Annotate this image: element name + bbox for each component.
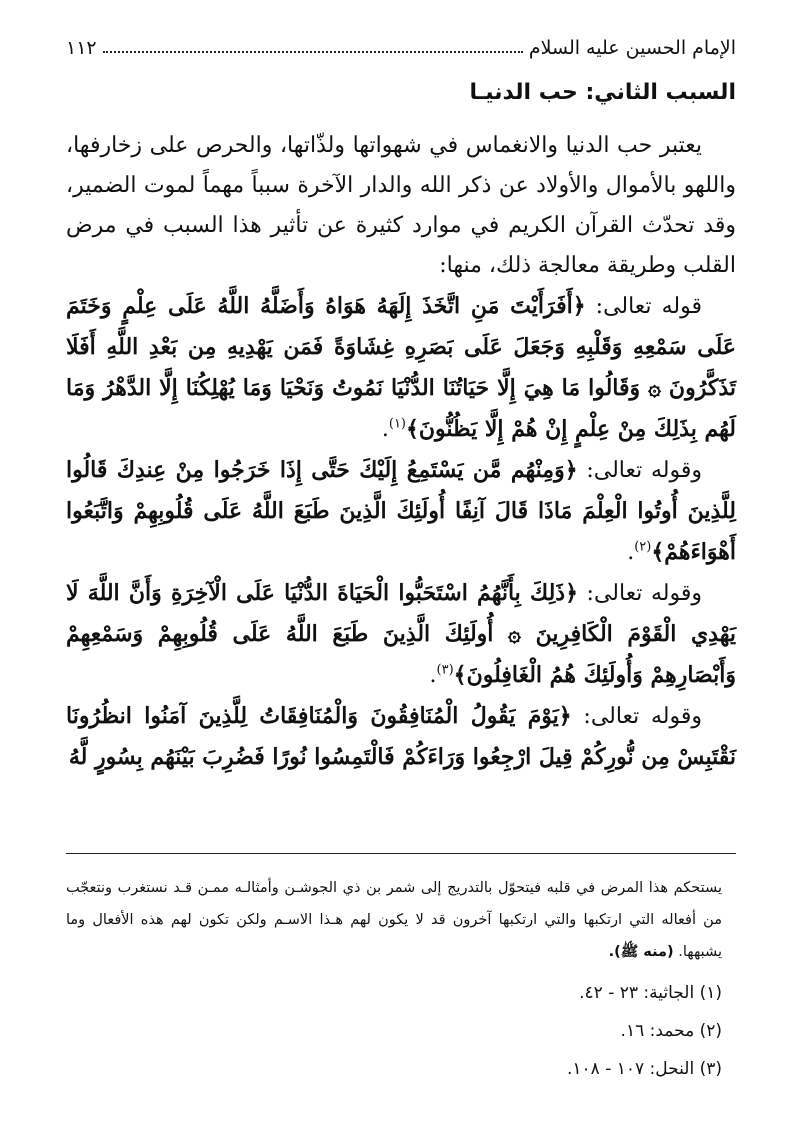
running-header [66,28,736,58]
footnote-marker: (٢) [634,539,652,555]
quote-tail: . [381,417,389,442]
quote-lead: قوله تعالى: [585,294,702,319]
quote-paragraph [66,696,736,778]
quote-tail: . [429,663,437,688]
section-heading: السبب الثاني: حب الدنيـا [469,80,736,105]
quote-lead: وقوله تعالى: [571,704,702,729]
running-header-title: الإمام الحسين عليه السلام [528,37,736,59]
footnote-marker: (٣) [436,662,454,678]
header-dot-leader [103,51,523,53]
footnote-item: (٢) محمد: ١٦. [620,1021,722,1041]
footnote-marker: (١) [388,416,406,432]
quote-lead: وقوله تعالى: [577,458,702,483]
quran-verse: ﴿ذَلِكَ بِأَنَّهُمُ اسْتَحَبُّوا الْحَيَاةَ الدُّنْيَا عَلَى الْآخِرَةِ وَأَنَّ اللَّهَ لَا يَهْدِي الْقَوْمَ الْكَافِرِينَ ۞ أُولَئِكَ الَّذِينَ طَبَعَ اللَّهُ عَلَى قُلُوبِهِمْ وَسَمْعِهِمْ وَأَبْصَارِهِمْ وَأُولَئِكَ هُمُ الْغَافِلُونَ﴾ [66,580,736,688]
footnote-continuation-text: يستحكم هذا المرض في قلبه فيتحوّل بالتدريج إلى شمر بن ذي الجوشـن وأمثالـه ممـن قـد نستغرب ونتعجّب من أفعاله التي ارتكبها والتي ارتكبها آخرون قد لا يكون لهم هـذا الاسـم ولكن تكون لهم هذه الأفعال وما يشبهها. [66,880,722,960]
footnote-continuation [66,872,736,968]
footnote-source: (منه ﷺ). [608,944,674,960]
body-text [66,126,736,778]
quote-lead: وقوله تعالى: [577,581,702,606]
footnote-list [66,974,736,1088]
footnotes-area [66,853,736,1088]
quote-paragraph [66,573,736,696]
paragraph-text: يعتبر حب الدنيا والانغماس في شهواتها ولذّاتها، والحرص على زخارفها، واللهو بالأموال والأولاد عن ذكر الله والدار الآخرة سبباً مهماً لموت الضمير، وقد تحدّث القرآن الكريم في موارد كثيرة عن تأثير هذا السبب في مرض القلب وطريقة معالجة ذلك، منها: [66,133,736,278]
quote-tail: . [627,540,635,565]
quote-paragraph [66,286,736,450]
footnote-item: (١) الجاثية: ٢٣ - ٤٢. [579,983,722,1003]
quran-verse: ﴿أَفَرَأَيْتَ مَنِ اتَّخَذَ إِلَهَهُ هَوَاهُ وَأَضَلَّهُ اللَّهُ عَلَى عِلْمٍ وَخَتَمَ عَلَى سَمْعِهِ وَقَلْبِهِ وَجَعَلَ عَلَى بَصَرِهِ غِشَاوَةً فَمَن يَهْدِيهِ مِن بَعْدِ اللَّهِ أَفَلَا تَذَكَّرُونَ ۞ وَقَالُوا مَا هِيَ إِلَّا حَيَاتُنَا الدُّنْيَا نَمُوتُ وَنَحْيَا وَمَا يُهْلِكُنَا إِلَّا الدَّهْرُ وَمَا لَهُم بِذَلِكَ مِنْ عِلْمٍ إِنْ هُمْ إِلَّا يَظُنُّونَ﴾ [66,293,736,442]
intro-paragraph [66,126,736,286]
footnote-divider [66,853,736,854]
quran-verse: ﴿وَمِنْهُم مَّن يَسْتَمِعُ إِلَيْكَ حَتَّى إِذَا خَرَجُوا مِنْ عِندِكَ قَالُوا لِلَّذِينَ أُوتُوا الْعِلْمَ مَاذَا قَالَ آنِفًا أُولَئِكَ الَّذِينَ طَبَعَ اللَّهُ عَلَى قُلُوبِهِمْ وَاتَّبَعُوا أَهْوَاءَهُمْ﴾ [66,457,736,565]
quote-paragraph [66,450,736,573]
footnote-item: (٣) النحل: ١٠٧ - ١٠٨. [566,1059,722,1079]
page [66,28,736,778]
quran-verse: ﴿يَوْمَ يَقُولُ الْمُنَافِقُونَ وَالْمُنَافِقَاتُ لِلَّذِينَ آمَنُوا انظُرُونَا نَقْتَبِسْ مِن نُّورِكُمْ قِيلَ ارْجِعُوا وَرَاءَكُمْ فَالْتَمِسُوا نُورًا فَضُرِبَ بَيْنَهُم بِسُورٍ لَّهُ [66,703,736,770]
page-number: ١١٢ [66,37,97,59]
